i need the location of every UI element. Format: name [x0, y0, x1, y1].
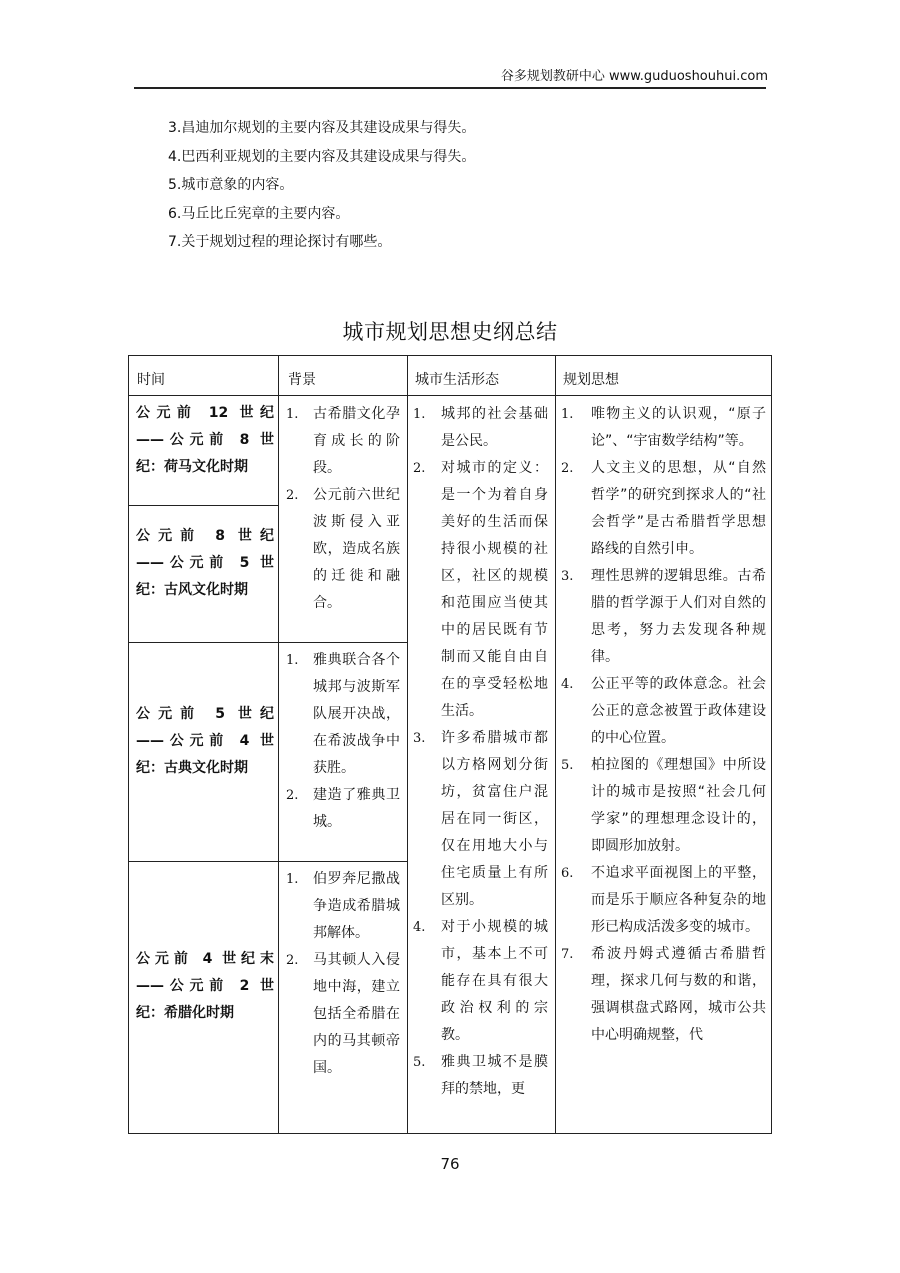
- period-line: 纪：荷马文化时期: [136, 459, 248, 475]
- list-item: [286, 782, 400, 836]
- list-item: [561, 860, 766, 941]
- period-line: ——公元前 4 世: [136, 733, 274, 749]
- document-title: 城市规划思想史纲总结: [342, 320, 558, 344]
- item-number: 2.: [286, 788, 299, 803]
- column-divider: [407, 355, 408, 1134]
- city-life-list: [413, 401, 548, 1103]
- item-text: 雅典卫城不是膜拜的禁地，更: [441, 1054, 548, 1097]
- period-homeric: [136, 400, 274, 481]
- item-number: 1.: [286, 407, 299, 422]
- list-item: [286, 647, 400, 782]
- item-number: 5.: [413, 1055, 426, 1070]
- header-time: 时间: [137, 372, 165, 388]
- item-number: 3.: [561, 569, 574, 584]
- header-rule: [134, 87, 766, 89]
- question-item: 3.昌迪加尔规划的主要内容及其建设成果与得失。: [168, 120, 476, 136]
- item-text: 雅典联合各个城邦与波斯军队展开决战，在希波战争中获胜。: [313, 652, 400, 776]
- background-list-early: [286, 401, 400, 617]
- header-divider: [128, 395, 772, 396]
- item-number: 3.: [413, 731, 426, 746]
- list-item: [286, 866, 400, 947]
- page-number: 76: [440, 1155, 460, 1173]
- period-line: 纪：希腊化时期: [136, 1005, 234, 1021]
- period-line: ——公元前 2 世: [136, 978, 274, 994]
- period-line: 公元前 8 世纪: [136, 528, 274, 544]
- list-item: [413, 1049, 548, 1103]
- background-list-classical: [286, 647, 400, 836]
- question-item: 5.城市意象的内容。: [168, 177, 294, 193]
- item-number: 4.: [413, 920, 426, 935]
- item-number: 5.: [561, 758, 574, 773]
- question-item: 6.马丘比丘宪章的主要内容。: [168, 205, 350, 222]
- list-item: [561, 752, 766, 860]
- item-text: 人文主义的思想，从“自然哲学”的研究到探求人的“社会哲学”是古希腊哲学思想路线的自然引申。: [591, 460, 766, 557]
- item-text: 城邦的社会基础是公民。: [441, 406, 548, 449]
- period-hellenistic: [136, 946, 274, 1027]
- header-background: 背景: [288, 372, 316, 388]
- planning-thought-list: [561, 401, 766, 1049]
- period-line: 公元前 4 世纪末: [136, 951, 274, 967]
- item-number: 2.: [286, 953, 299, 968]
- period-line: 纪：古风文化时期: [136, 582, 248, 598]
- item-number: 2.: [286, 488, 299, 503]
- list-item: [413, 725, 548, 914]
- item-text: 建造了雅典卫城。: [313, 787, 400, 830]
- item-number: 1.: [286, 872, 299, 887]
- background-list-hellenistic: [286, 866, 400, 1082]
- header-planning-thought: 规划思想: [563, 372, 619, 388]
- history-table: [128, 355, 772, 1134]
- question-item: 7.关于规划过程的理论探讨有哪些。: [168, 234, 392, 250]
- column-divider: [555, 355, 556, 1134]
- item-text: 对于小规模的城市，基本上不可能存在具有很大政治权利的宗教。: [441, 919, 548, 1043]
- item-number: 2.: [561, 461, 574, 476]
- period-archaic: [136, 523, 274, 604]
- period-line: 公元前 12 世纪: [136, 405, 274, 421]
- item-text: 马其顿人入侵地中海，建立包括全希腊在内的马其顿帝国。: [313, 952, 400, 1076]
- item-text: 伯罗奔尼撒战争造成希腊城邦解体。: [313, 871, 400, 941]
- list-item: [561, 941, 766, 1049]
- item-text: 希波丹姆式遵循古希腊哲理，探求几何与数的和谐，强调棋盘式路网，城市公共中心明确规整，代: [591, 946, 766, 1043]
- item-number: 7.: [561, 947, 574, 962]
- question-list: [168, 114, 475, 257]
- list-item: [413, 455, 548, 725]
- list-item: [413, 401, 548, 455]
- header-city-life: 城市生活形态: [415, 372, 499, 388]
- item-number: 1.: [286, 653, 299, 668]
- list-item: [286, 401, 400, 482]
- question-item: 4.巴西利亚规划的主要内容及其建设成果与得失。: [168, 148, 476, 165]
- item-text: 公元前六世纪波斯侵入亚欧，造成名族的迁徙和融合。: [313, 487, 400, 611]
- period-classical: [136, 701, 274, 782]
- row-divider: [128, 642, 407, 643]
- period-line: 公元前 5 世纪: [136, 706, 274, 722]
- row-divider: [128, 861, 407, 862]
- item-number: 1.: [413, 407, 426, 422]
- item-text: 理性思辨的逻辑思维。古希腊的哲学源于人们对自然的思考，努力去发现各种规律。: [591, 568, 766, 665]
- column-divider: [278, 355, 279, 1134]
- list-item: [561, 455, 766, 563]
- item-text: 不追求平面视图上的平整，而是乐于顺应各种复杂的地形已构成活泼多变的城市。: [591, 865, 766, 935]
- list-item: [561, 563, 766, 671]
- item-text: 柏拉图的《理想国》中所设计的城市是按照“社会几何学家”的理想理念设计的，即圆形加放射。: [591, 757, 766, 854]
- item-text: 唯物主义的认识观，“原子论”、“宇宙数学结构”等。: [591, 406, 766, 449]
- list-item: [561, 401, 766, 455]
- list-item: [286, 947, 400, 1082]
- period-line: 纪：古典文化时期: [136, 760, 248, 776]
- item-number: 2.: [413, 461, 426, 476]
- period-line: ——公元前 8 世: [136, 432, 274, 448]
- item-text: 公正平等的政体意念。社会公正的意念被置于政体建设的中心位置。: [591, 676, 766, 746]
- period-line: ——公元前 5 世: [136, 555, 274, 571]
- item-number: 6.: [561, 866, 574, 881]
- item-text: 许多希腊城市都以方格网划分街坊，贫富住户混居在同一街区，仅在用地大小与住宅质量上有所区别。: [441, 730, 548, 908]
- list-item: [561, 671, 766, 752]
- row-divider: [128, 505, 278, 506]
- header-text: 谷多规划教研中心 www.guduoshouhui.com: [500, 69, 768, 84]
- list-item: [286, 482, 400, 617]
- item-number: 1.: [561, 407, 574, 422]
- list-item: [413, 914, 548, 1049]
- item-number: 4.: [561, 677, 574, 692]
- item-text: 对城市的定义：是一个为着自身美好的生活而保持很小规模的社区，社区的规模和范围应当使其中的居民既有节制而又能自由自在的享受轻松地生活。: [441, 460, 548, 719]
- item-text: 古希腊文化孕育成长的阶段。: [313, 406, 400, 476]
